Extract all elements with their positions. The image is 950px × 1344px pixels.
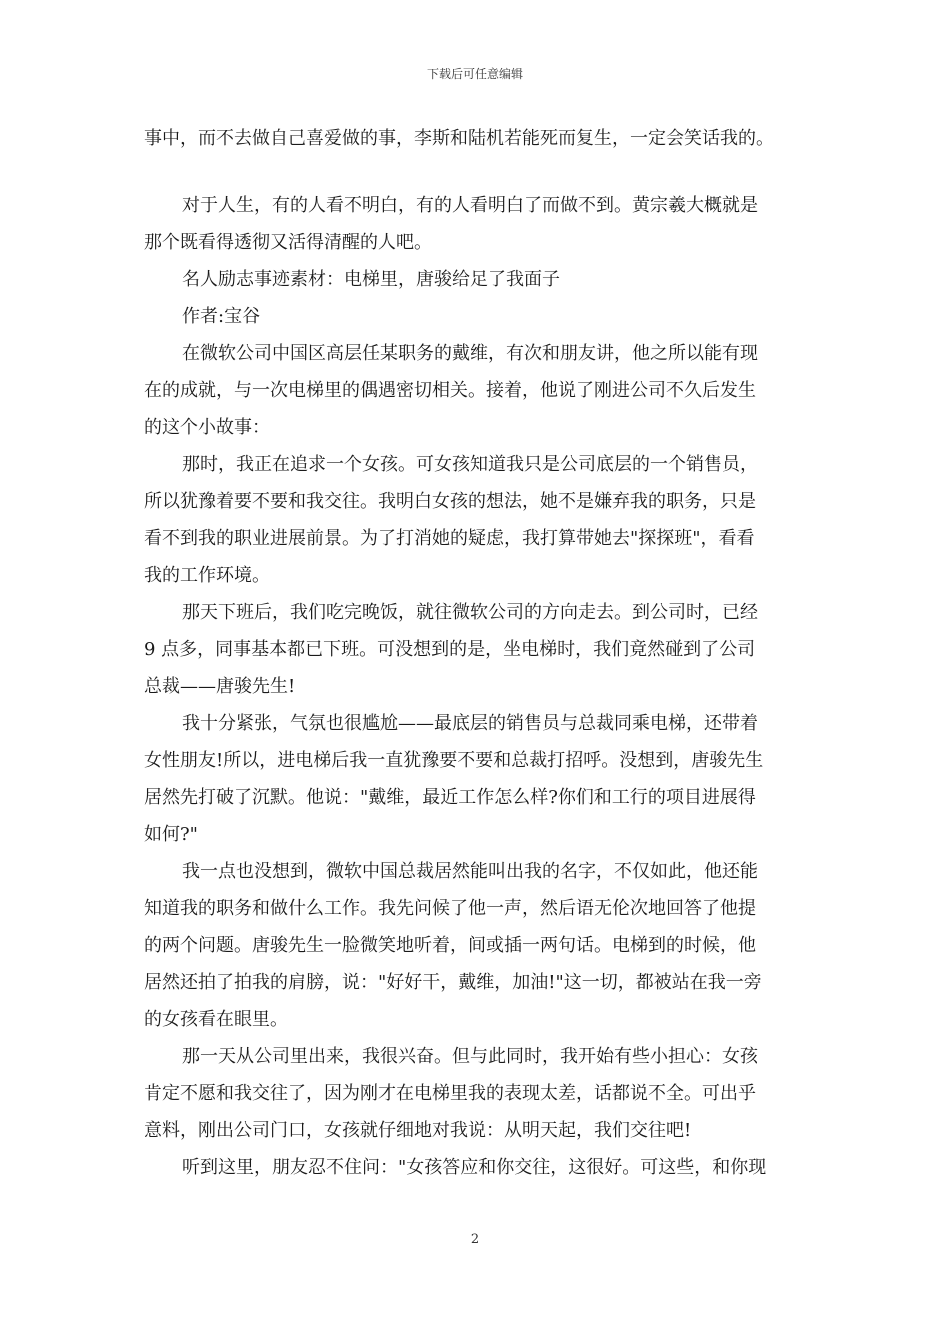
document-body — [144, 120, 808, 1186]
text-line: 那个既看得透彻又活得清醒的人吧。 — [144, 232, 432, 253]
text-line: 那一天从公司里出来，我很兴奋。但与此同时，我开始有些小担心：女孩 — [182, 1046, 758, 1067]
text-line: 那天下班后，我们吃完晚饭，就往微软公司的方向走去。到公司时，已经 — [182, 602, 758, 623]
text-line: 事中，而不去做自己喜爱做的事，李斯和陆机若能死而复生，一定会笑话我的。 — [144, 128, 774, 149]
page-header: 下载后可任意编辑 — [426, 67, 523, 81]
article-author: 作者:宝谷 — [182, 306, 261, 327]
text-line: 那时，我正在追求一个女孩。可女孩知道我只是公司底层的一个销售员， — [182, 454, 758, 475]
text-line: 总裁——唐骏先生! — [144, 676, 296, 697]
text-line: 肯定不愿和我交往了，因为刚才在电梯里我的表现太差，话都说不全。可出乎 — [144, 1083, 756, 1104]
text-line: 我的工作环境。 — [144, 565, 270, 586]
text-line: 我十分紧张，气氛也很尴尬——最底层的销售员与总裁同乘电梯，还带着 — [182, 713, 758, 734]
text-line: 所以犹豫着要不要和我交往。我明白女孩的想法，她不是嫌弃我的职务，只是 — [144, 491, 756, 512]
text-line: 女性朋友!所以，进电梯后我一直犹豫要不要和总裁打招呼。没想到，唐骏先生 — [144, 750, 764, 771]
text-line: 如何?" — [144, 824, 198, 845]
text-line: 的这个小故事： — [144, 417, 270, 438]
text-line: 在的成就，与一次电梯里的偶遇密切相关。接着，他说了刚进公司不久后发生 — [144, 380, 756, 401]
text-line: 意料，刚出公司门口，女孩就仔细地对我说：从明天起，我们交往吧! — [144, 1120, 692, 1141]
paragraph-gap — [144, 157, 808, 187]
text-line: 我一点也没想到，微软中国总裁居然能叫出我的名字，不仅如此，他还能 — [182, 861, 758, 882]
article-title: 名人励志事迹素材：电梯里，唐骏给足了我面子 — [182, 269, 560, 290]
text-line: 居然还拍了拍我的肩膀，说："好好干，戴维，加油!"这一切，都被站在我一旁 — [144, 972, 762, 993]
text-line: 看不到我的职业进展前景。为了打消她的疑虑，我打算带她去"探探班"，看看 — [144, 528, 755, 549]
text-line: 对于人生，有的人看不明白，有的人看明白了而做不到。黄宗羲大概就是 — [182, 195, 758, 216]
text-line: 在微软公司中国区高层任某职务的戴维，有次和朋友讲，他之所以能有现 — [182, 343, 758, 364]
page-number: 2 — [470, 1232, 480, 1247]
text-line: 9 点多，同事基本都已下班。可没想到的是，坐电梯时，我们竟然碰到了公司 — [144, 639, 756, 660]
text-line: 的女孩看在眼里。 — [144, 1009, 288, 1030]
text-line: 居然先打破了沉默。他说："戴维，最近工作怎么样?你们和工行的项目进展得 — [144, 787, 756, 808]
text-line: 知道我的职务和做什么工作。我先问候了他一声，然后语无伦次地回答了他提 — [144, 898, 756, 919]
text-line: 听到这里，朋友忍不住问："女孩答应和你交往，这很好。可这些，和你现 — [182, 1157, 767, 1178]
text-line: 的两个问题。唐骏先生一脸微笑地听着，间或插一两句话。电梯到的时候，他 — [144, 935, 756, 956]
